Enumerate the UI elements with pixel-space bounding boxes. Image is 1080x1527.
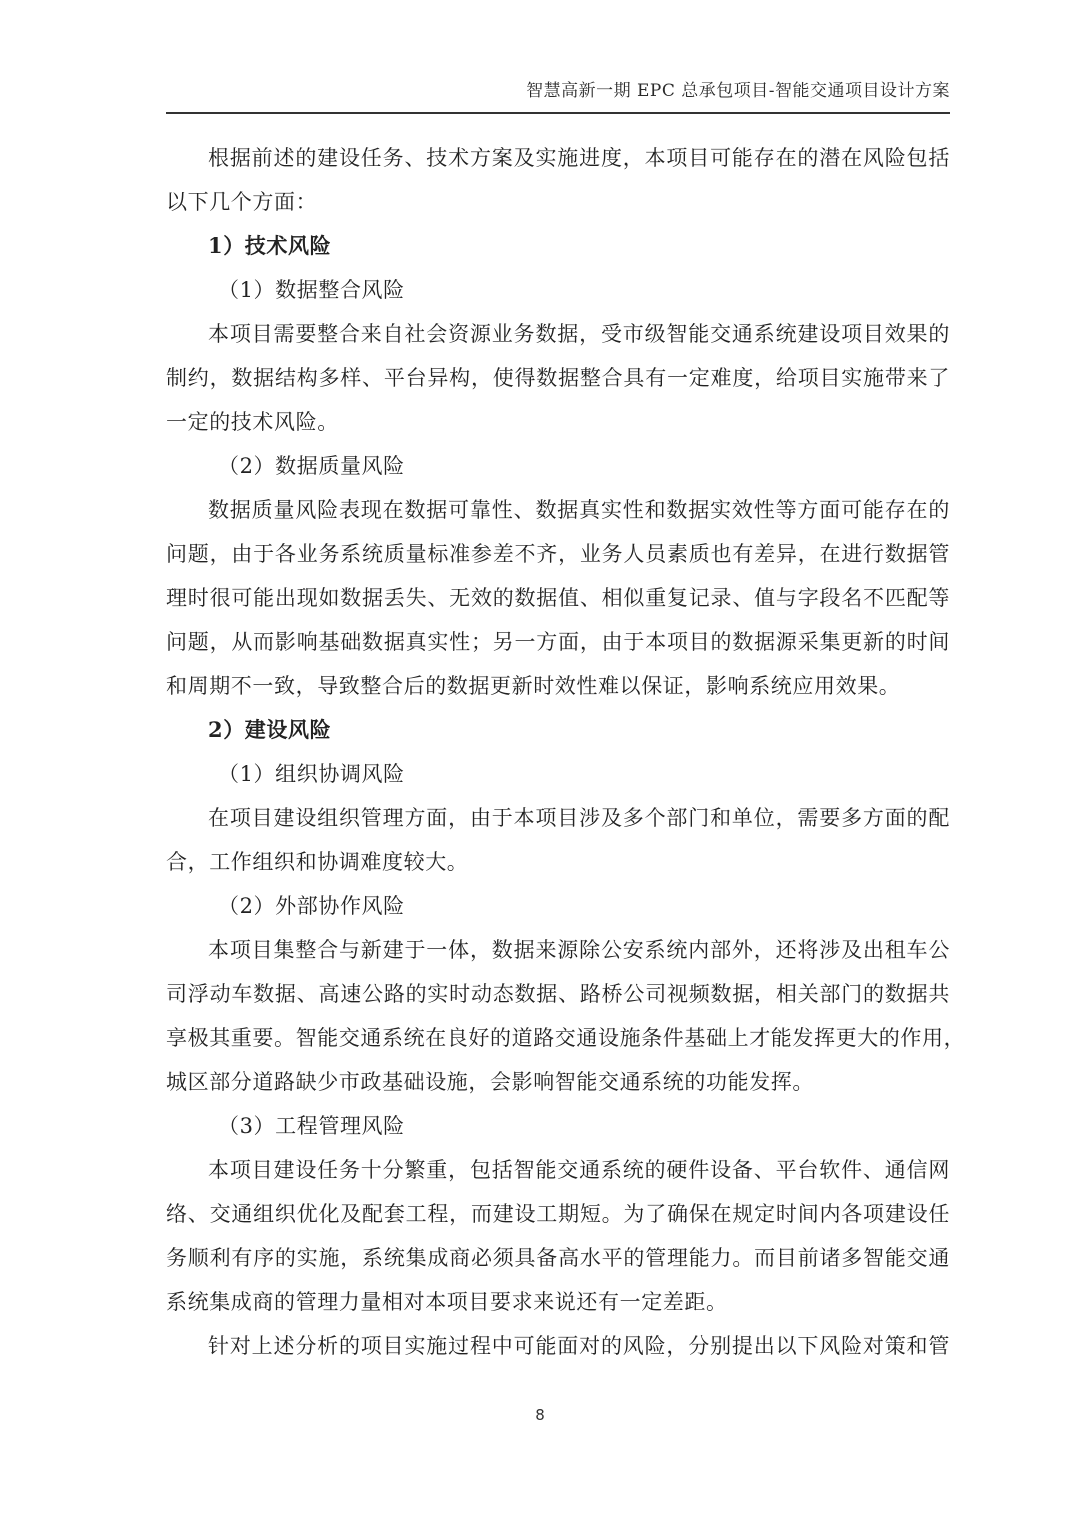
paragraph-line: 针对上述分析的项目实施过程中可能面对的风险，分别提出以下风险对策和管 <box>208 1334 950 1358</box>
paragraph-line: 司浮动车数据、高速公路的实时动态数据、路桥公司视频数据，相关部门的数据共 <box>166 982 950 1006</box>
paragraph-line: 本项目集整合与新建于一体，数据来源除公安系统内部外，还将涉及出租车公 <box>208 938 950 962</box>
paragraph-line: 络、交通组织优化及配套工程，而建设工期短。为了确保在规定时间内各项建设任 <box>166 1202 950 1226</box>
subheading-data-integration-risk: （1）数据整合风险 <box>218 278 405 302</box>
subheading-external-cooperation-risk: （2）外部协作风险 <box>218 894 405 918</box>
paragraph-line: 本项目需要整合来自社会资源业务数据，受市级智能交通系统建设项目效果的 <box>208 322 950 346</box>
paragraph-line: 本项目建设任务十分繁重，包括智能交通系统的硬件设备、平台软件、通信网 <box>208 1158 950 1182</box>
paragraph-line: 制约，数据结构多样、平台异构，使得数据整合具有一定难度，给项目实施带来了 <box>166 366 950 390</box>
paragraph-line: 务顺利有序的实施，系统集成商必须具备高水平的管理能力。而目前诸多智能交通 <box>166 1246 950 1270</box>
paragraph-line: 问题，从而影响基础数据真实性；另一方面，由于本项目的数据源采集更新的时间 <box>166 630 950 654</box>
subheading-coordination-risk: （1）组织协调风险 <box>218 762 405 786</box>
paragraph-line: 一定的技术风险。 <box>166 410 339 434</box>
page-number: 8 <box>535 1406 545 1424</box>
section-heading-technical-risk: 1）技术风险 <box>208 233 332 258</box>
page-header <box>166 72 950 114</box>
subheading-data-quality-risk: （2）数据质量风险 <box>218 454 405 478</box>
paragraph-line: 系统集成商的管理力量相对本项目要求来说还有一定差距。 <box>166 1290 728 1314</box>
section-heading-construction-risk: 2）建设风险 <box>208 717 332 742</box>
intro-line-1: 根据前述的建设任务、技术方案及实施进度，本项目可能存在的潜在风险包括 <box>208 146 950 170</box>
subheading-engineering-management-risk: （3）工程管理风险 <box>218 1114 405 1138</box>
paragraph-line: 城区部分道路缺少市政基础设施，会影响智能交通系统的功能发挥。 <box>166 1070 814 1094</box>
paragraph-line: 数据质量风险表现在数据可靠性、数据真实性和数据实效性等方面可能存在的 <box>208 498 950 522</box>
header-title: 智慧高新一期 EPC 总承包项目-智能交通项目设计方案 <box>526 81 950 101</box>
paragraph-line: 享极其重要。智能交通系统在良好的道路交通设施条件基础上才能发挥更大的作用， <box>166 1026 966 1050</box>
paragraph-line: 和周期不一致，导致整合后的数据更新时效性难以保证，影响系统应用效果。 <box>166 674 901 698</box>
paragraph-line: 问题，由于各业务系统质量标准参差不齐，业务人员素质也有差异，在进行数据管 <box>166 542 950 566</box>
intro-line-2: 以下几个方面： <box>166 190 318 214</box>
paragraph-line: 在项目建设组织管理方面，由于本项目涉及多个部门和单位，需要多方面的配 <box>208 806 950 830</box>
paragraph-line: 理时很可能出现如数据丢失、无效的数据值、相似重复记录、值与字段名不匹配等 <box>166 586 950 610</box>
paragraph-line: 合，工作组织和协调难度较大。 <box>166 850 469 874</box>
